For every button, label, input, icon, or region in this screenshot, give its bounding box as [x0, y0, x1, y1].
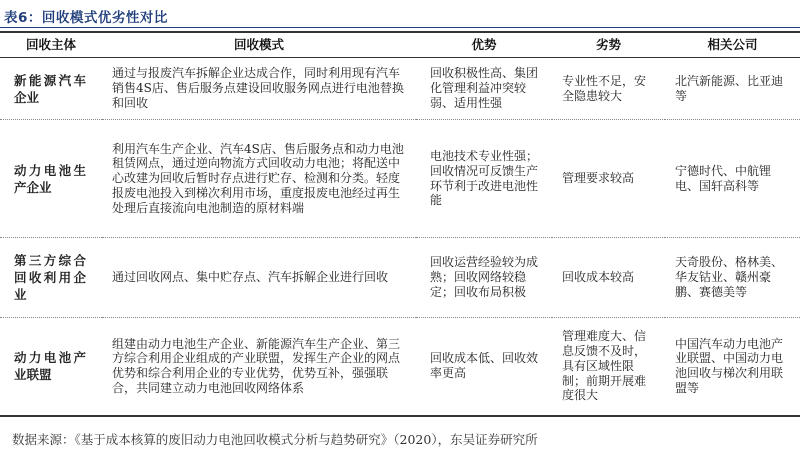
row-advantage: 回收运营经验较为成熟；回收网络较稳定；回收布局积极 [416, 238, 552, 318]
row-disadvantage: 管理要求较高 [552, 120, 665, 238]
row-mode: 通过回收网点、集中贮存点、汽车拆解企业进行回收 [102, 238, 416, 318]
row-mode: 通过与报废汽车拆解企业达成合作，同时利用现有汽车销售4S店、售后服务点建设回收服务网点进行电池替换和回收 [102, 58, 416, 120]
table-row [0, 58, 800, 120]
row-subject: 新能源汽车企业 [0, 58, 102, 120]
title-divider [0, 27, 800, 28]
row-mode: 利用汽车生产企业、汽车4S店、售后服务点和动力电池租赁网点，通过逆向物流方式回收动力电池；将配送中心改建为回收后暂时存点进行贮存、检测和分类。轻度报废电池投入到梯次利用市场，重度报废电池经过再生处理后直接流向电池制造的原材料端 [102, 120, 416, 238]
table-row [0, 318, 800, 416]
row-companies: 宁德时代、中航锂电、国轩高科等 [665, 120, 800, 238]
row-companies: 中国汽车动力电池产业联盟、中国动力电池回收与梯次利用联盟等 [665, 318, 800, 416]
row-advantage: 回收积极性高、集团化管理利益冲突较弱、适用性强 [416, 58, 552, 120]
row-advantage: 电池技术专业性强；回收情况可反馈生产环节利于改进电池性能 [416, 120, 552, 238]
data-source-note: 数据来源：《基于成本核算的废旧动力电池回收模式分析与趋势研究》（2020），东吴证券研究所 [12, 432, 538, 447]
row-disadvantage: 管理难度大、信息反馈不及时，具有区域性限制；前期开展难度很大 [552, 318, 665, 416]
header-mode: 回收模式 [102, 32, 416, 58]
row-subject: 动力电池生产企业 [0, 120, 102, 238]
table-title: 表6：回收模式优劣性对比 [4, 10, 168, 26]
header-subject: 回收主体 [0, 32, 102, 58]
table-header-row [0, 32, 800, 58]
row-subject: 动力电池产业联盟 [0, 318, 102, 416]
header-companies: 相关公司 [665, 32, 800, 58]
row-disadvantage: 专业性不足，安全隐患较大 [552, 58, 665, 120]
comparison-table [0, 31, 800, 417]
header-disadvantage: 劣势 [552, 32, 665, 58]
header-advantage: 优势 [416, 32, 552, 58]
table-row [0, 120, 800, 238]
row-mode: 组建由动力电池生产企业、新能源汽车生产企业、第三方综合利用企业组成的产业联盟，发挥生产企业的网点优势和综合利用企业的专业优势，优势互补，强强联合，共同建立动力电池回收网络体系 [102, 318, 416, 416]
row-subject: 第三方综合回收利用企业 [0, 238, 102, 318]
row-companies: 北汽新能源、比亚迪等 [665, 58, 800, 120]
row-companies: 天奇股份、格林美、华友钴业、赣州豪鹏、赛德美等 [665, 238, 800, 318]
table-row [0, 238, 800, 318]
row-disadvantage: 回收成本较高 [552, 238, 665, 318]
row-advantage: 回收成本低、回收效率更高 [416, 318, 552, 416]
